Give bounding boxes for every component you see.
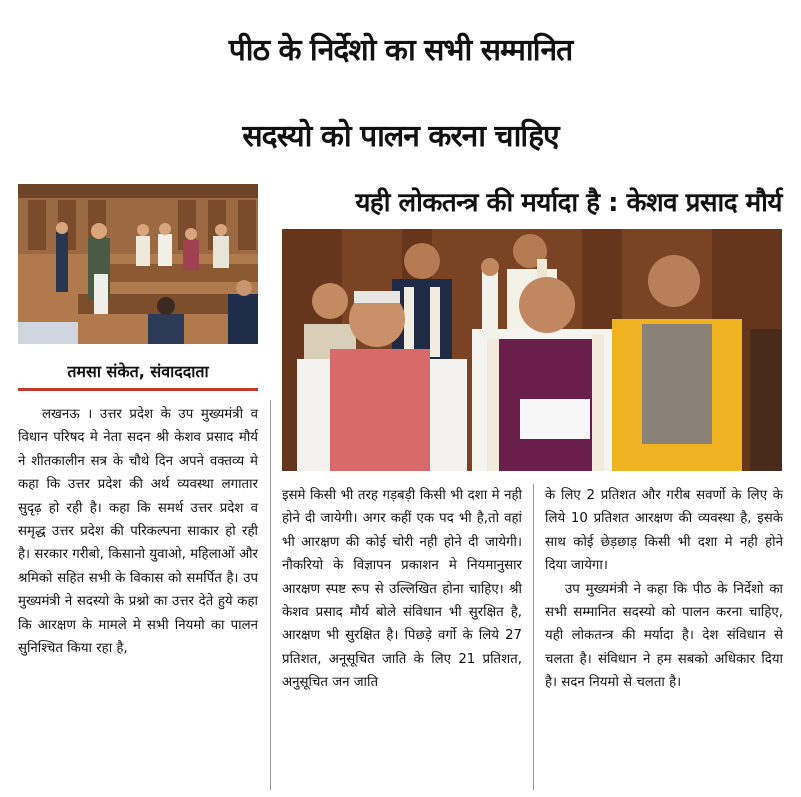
column-divider	[270, 400, 271, 790]
article-column-2: इसमे किसी भी तरह गड़बड़ी किसी भी दशा मे नही होने दी जायेगी। अगर कहीं एक पद भी है,तो वहां भी आरक्षण की कोई चोरी नही होने दी जायेगी। नौकरियो के विज्ञापन प्रकाशन मे नियमानुसार आरक्षण स्पष्ट रूप से उल्लिखित होना चाहिए। श्री केशव प्रसाद मौर्य बोले संविधान भी सुरक्षित है, आरक्षण भी सुरक्षित है। पिछड़े वर्गो के लिये 27 प्रतिशत, अनूसूचित जाति के लिए 21 प्रतिशत, अनुसूचित जन जाति	[282, 488, 522, 691]
article-column-3-paragraph-1: के लिए 2 प्रतिशत और गरीब सवर्णो के लिए के लिये 10 प्रतिशत आरक्षण की व्यवस्था है, इसके साथ कोई छेड़छाड़ किसी भी दशा मे नही होने दिया जायेगा।	[545, 488, 783, 574]
subheadline: यही लोकतन्त्र की मर्यादा है : केशव प्रसाद मौर्य	[355, 188, 782, 218]
column-divider	[533, 484, 534, 790]
byline: तमसा संकेत, संवाददाता	[18, 360, 258, 391]
headline-line-2: सदस्यो को पालन करना चाहिए	[242, 119, 559, 154]
headline-line-1: पीठ के निर्देशो का सभी सम्मानित	[228, 33, 573, 68]
leaders-illustration	[282, 229, 782, 471]
assembly-hall-illustration	[18, 184, 258, 344]
article-column-1: लखनऊ । उत्तर प्रदेश के उप मुख्यमंत्री व विधान परिषद मे नेता सदन श्री केशव प्रसाद मौर्य ने शीतकालीन सत्र के चौथे दिन अपने वक्तव्य मे कहा कि उत्तर प्रदेश की अर्थ व्यवस्था लगातार सुदृढ़ हो रही है। कहा कि समर्थ उत्तर प्रदेश व समृद्ध उत्तर प्रदेश की परिकल्पना साकार हो रही है। सरकार गरीबो, किसानो युवाओ, महिलाओं और श्रमिको सहित सभी के विकास को समर्पित है। उप मुख्यमंत्री ने सदस्यो के प्रश्नो का उत्तर देते हुये कहा कि आरक्षण के मामले मे सभी नियमो का पालन सुनिश्चित किया रहा है,	[18, 407, 258, 657]
leaders-photo	[282, 229, 782, 471]
assembly-hall-photo	[18, 184, 258, 344]
article-column-3	[545, 484, 783, 695]
article-column-3-paragraph-2: उप मुख्यमंत्री ने कहा कि पीठ के निर्देशो का सभी सम्मानित सदस्यो को पालन करना चाहिए, यही लोकतन्त्र की मर्यादा है। देश संविधान से चलता है। संविधान ने हम सबको अधिकार दिया है। सदन नियमो से चलता है।	[545, 581, 783, 691]
